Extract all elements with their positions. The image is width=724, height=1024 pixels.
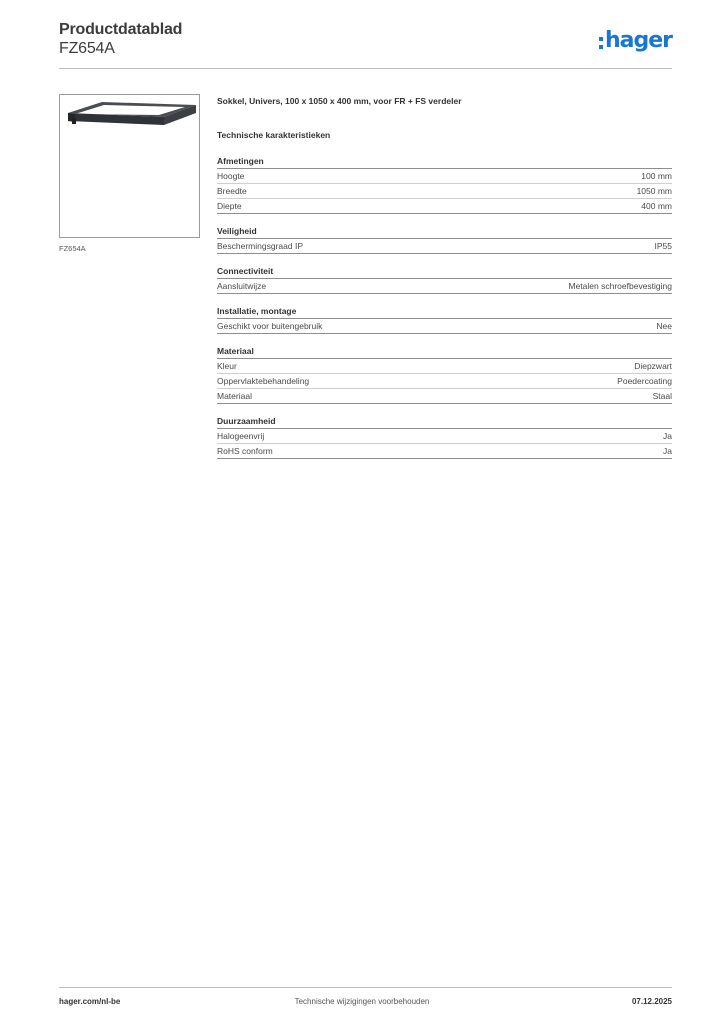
spec-row	[217, 239, 672, 254]
spec-value: Nee	[656, 321, 672, 331]
spec-value: 1050 mm	[636, 186, 672, 196]
spec-label: Breedte	[217, 186, 247, 196]
footer-notice: Technische wijzigingen voorbehouden	[294, 997, 430, 1006]
group-title: Veiligheid	[217, 225, 672, 239]
footer-website-link[interactable]: hager.com/nl-be	[59, 997, 121, 1006]
spec-label: Diepte	[217, 201, 242, 211]
spec-row	[217, 199, 672, 214]
spec-value: IP55	[654, 241, 672, 251]
spec-label: RoHS conform	[217, 446, 273, 456]
spec-row	[217, 444, 672, 459]
product-code: FZ654A	[59, 40, 115, 57]
product-description: Sokkel, Univers, 100 x 1050 x 400 mm, voor FR + FS verdeler	[217, 96, 462, 106]
spec-value: Ja	[663, 431, 672, 441]
footer-date: 07.12.2025	[631, 997, 672, 1006]
tech-heading: Technische karakteristieken	[217, 130, 331, 140]
spec-label: Hoogte	[217, 171, 245, 181]
spec-row	[217, 374, 672, 389]
spec-label: Beschermingsgraad IP	[217, 241, 303, 251]
spec-label: Materiaal	[217, 391, 252, 401]
spec-group-duurzaamheid	[217, 415, 672, 459]
spec-group-materiaal	[217, 345, 672, 404]
spec-label: Aansluitwijze	[217, 281, 267, 291]
footer-divider	[59, 987, 672, 988]
spec-value: 400 mm	[641, 201, 672, 211]
logo-text: hager	[604, 28, 672, 53]
spec-label: Halogeenvrij	[217, 431, 265, 441]
spec-value: Staal	[652, 391, 672, 401]
spec-content	[217, 94, 672, 470]
spec-value: Ja	[663, 446, 672, 456]
hager-logo[interactable]	[599, 26, 672, 56]
spec-label: Kleur	[217, 361, 237, 371]
spec-group-installatie	[217, 305, 672, 334]
spec-label: Oppervlaktebehandeling	[217, 376, 310, 386]
spec-value: Diepzwart	[634, 361, 672, 371]
group-title: Connectiviteit	[217, 265, 672, 279]
spec-row	[217, 429, 672, 444]
group-title: Installatie, montage	[217, 305, 672, 319]
spec-row	[217, 169, 672, 184]
spec-group-afmetingen	[217, 155, 672, 214]
spec-row	[217, 279, 672, 294]
spec-label: Geschikt voor buitengebruik	[217, 321, 323, 331]
spec-group-veiligheid	[217, 225, 672, 254]
page-header	[59, 20, 672, 70]
plinth-illustration-icon	[60, 95, 199, 237]
spec-value: 100 mm	[641, 171, 672, 181]
spec-value: Metalen schroefbevestiging	[568, 281, 672, 291]
group-title: Afmetingen	[217, 155, 672, 169]
document-title: Productdatablad	[59, 21, 183, 38]
image-caption: FZ654A	[59, 244, 86, 253]
spec-row	[217, 389, 672, 404]
group-title: Materiaal	[217, 345, 672, 359]
group-title: Duurzaamheid	[217, 415, 672, 429]
spec-row	[217, 184, 672, 199]
header-divider	[59, 68, 672, 69]
spec-row	[217, 359, 672, 374]
spec-group-connectiviteit	[217, 265, 672, 294]
spec-value: Poedercoating	[617, 376, 672, 386]
logo-dots-icon	[599, 37, 603, 49]
spec-row	[217, 319, 672, 334]
product-image	[59, 94, 200, 238]
